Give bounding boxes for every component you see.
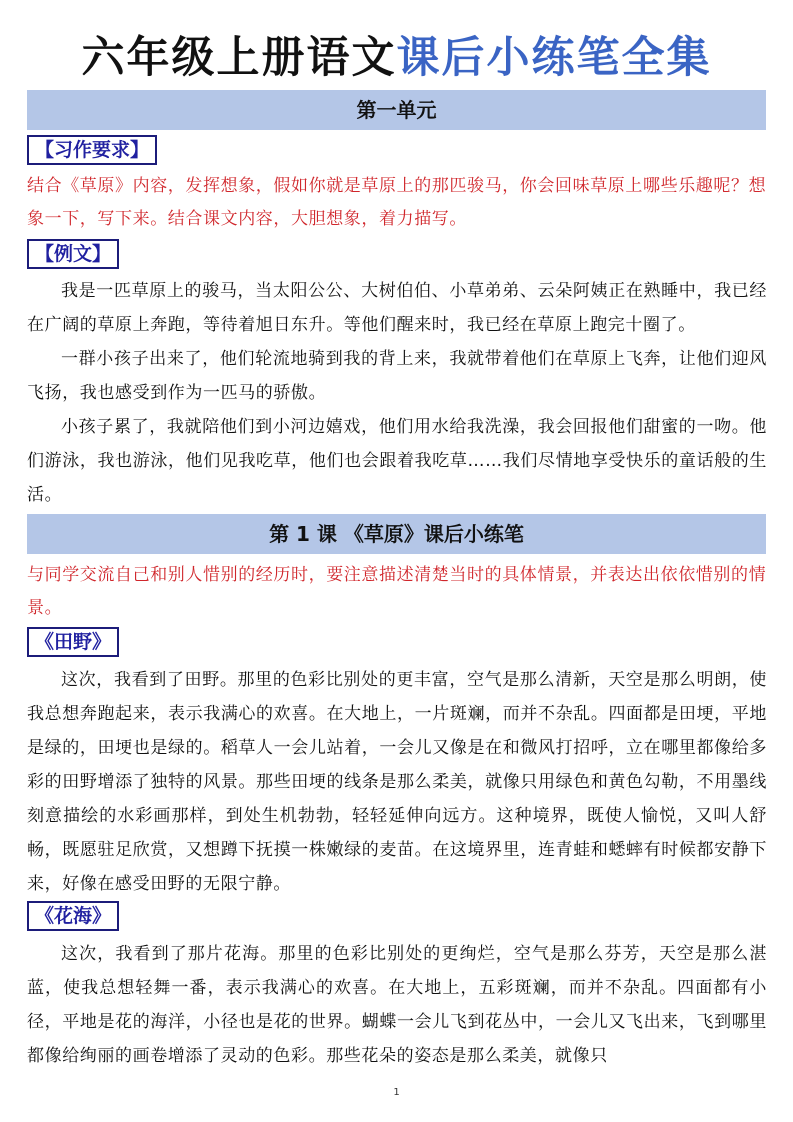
essay-fields (27, 663, 767, 901)
essay-tag-flower-sea: 《花海》 (27, 901, 119, 931)
lesson1-task-text: 与同学交流自己和别人惜别的经历时，要注意描述清楚当时的具体情景，并表达出依依惜别的情景。 (27, 565, 767, 618)
essay-flower-sea-paragraph: 这次，我看到了那片花海。那里的色彩比别处的更绚烂，空气是那么芬芳，天空是那么湛蓝，使我总想轻舞一番，表示我满心的欢喜。在大地上，五彩斑斓，而并不杂乱。四面都有小径，平地是花的海洋，小径也是花的世界。蝴蝶一会儿飞到花丛中，一会儿又飞出来，飞到哪里都像给绚丽的画卷增添了灵动的色彩。那些花朵的姿态是那么柔美，就像只 (27, 944, 767, 1066)
unit1-task-text: 结合《草原》内容，发挥想象，假如你就是草原上的那匹骏马，你会回味草原上哪些乐趣呢？想象一下，写下来。结合课文内容，大胆想象，着力描写。 (27, 176, 767, 229)
essay-flower-sea (27, 937, 767, 1073)
page-title (0, 28, 793, 88)
example-essay (27, 274, 767, 512)
page-title-part2: 课后小练笔全集 (396, 33, 712, 83)
page-title-part1: 六年级上册语文 (81, 33, 397, 83)
example-paragraph: 我是一匹草原上的骏马，当太阳公公、大树伯伯、小草弟弟、云朵阿姨正在熟睡中，我已经在广阔的草原上奔跑，等待着旭日东升。等他们醒来时，我已经在草原上跑完十圈了。 (27, 281, 767, 335)
essay-fields-paragraph: 这次，我看到了田野。那里的色彩比别处的更丰富，空气是那么清新，天空是那么明朗，使我总想奔跑起来，表示我满心的欢喜。在大地上，一片斑斓，而并不杂乱。四面都是田埂，平地是绿的，田埂也是绿的。稻草人一会儿站着，一会儿又像是在和微风打招呼，立在哪里都像给多彩的田野增添了独特的风景。那些田埂的线条是那么柔美，就像只用绿色和黄色勾勒，不用墨线刻意描绘的水彩画那样，到处生机勃勃，轻轻延伸向远方。这种境界，既使人愉悦，又叫人舒畅，既愿驻足欣赏，又想蹲下抚摸一株嫩绿的麦苗。在这境界里，连青蛙和蟋蟀有时候都安静下来，好像在感受田野的无限宁静。 (27, 670, 767, 894)
essay-tag-fields: 《田野》 (27, 627, 119, 657)
unit1-heading: 第一单元 (27, 90, 766, 130)
example-paragraph: 小孩子累了，我就陪他们到小河边嬉戏，他们用水给我洗澡，我会回报他们甜蜜的一吻。他们游泳，我也游泳，他们见我吃草，他们也会跟着我吃草……我们尽情地享受快乐的童话般的生活。 (27, 417, 767, 505)
lesson1-heading: 第 1 课 《草原》课后小练笔 (27, 514, 766, 554)
task-requirement-tag: 【习作要求】 (27, 135, 157, 165)
example-tag: 【例文】 (27, 239, 119, 269)
example-paragraph: 一群小孩子出来了，他们轮流地骑到我的背上来，我就带着他们在草原上飞奔，让他们迎风飞扬，我也感受到作为一匹马的骄傲。 (27, 349, 767, 403)
page-number: 1 (393, 1087, 400, 1098)
